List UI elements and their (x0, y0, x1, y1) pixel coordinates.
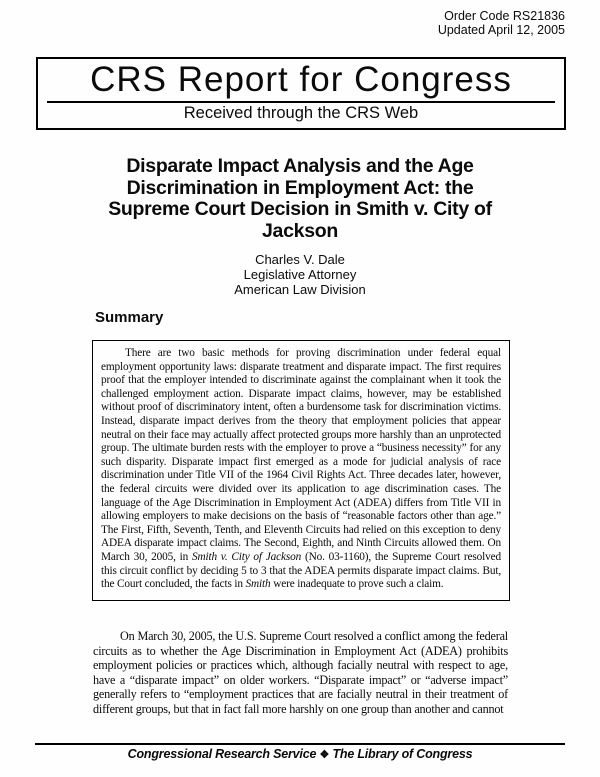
diamond-icon: ❖ (319, 749, 330, 761)
author-block (0, 252, 600, 297)
masthead-title: CRS Report for Congress (90, 60, 512, 99)
footer-text (35, 747, 565, 761)
report-title (0, 156, 600, 242)
updated-date: Updated April 12, 2005 (437, 23, 565, 37)
summary-box (92, 340, 510, 601)
masthead-subtitle: Received through the CRS Web (183, 104, 419, 122)
masthead-box (36, 57, 566, 130)
report-title-line: Discrimination in Employment Act: the (126, 176, 474, 199)
author-name: Charles V. Dale (255, 252, 345, 267)
page-footer (35, 743, 565, 761)
footer-service: Congressional Research Service (127, 747, 317, 761)
author-division: American Law Division (234, 282, 366, 297)
order-code: Order Code RS21836 (444, 9, 565, 23)
report-title-line: Supreme Court Decision in Smith v. City of (108, 198, 492, 220)
body-paragraph: On March 30, 2005, the U.S. Supreme Court resolved a conflict among the federal circuits as to whether the Age Discrimination in Employment Act (ADEA) prohibits employment policies or practices which, although facially neutral with respect to age, have a “disparate impact” on older workers. “Disparate impact” or “adverse impact” generally refers to “employment practices that are facially neutral in their treatment of different groups, but that in fact fall more harshly on one group than another and cannot (93, 629, 508, 716)
summary-heading: Summary (95, 309, 164, 326)
summary-text-run: (No. 03-1160), the Supreme Court resolved this circuit conflict by deciding 5 to 3 that the ADEA permits disparate impact claims. But, the Court concluded, the facts in (101, 550, 501, 591)
report-title-line: Disparate Impact Analysis and the Age (126, 155, 474, 177)
summary-text-run: There are two basic methods for proving discrimination under federal equal employment opportunity laws: disparate treatment and disparate impact. The first requires proof that the employer intended to discriminate against the complainant when it took the challenged employment action. Disparate impact claims, however, may be established without proof of discriminatory intent, often a burdensome task for discrimination victims. Instead, disparate impact derives from the theory that employment policies that appear neutral on their face may actually affect protected groups more harshly than an unprotected group. The ultimate burden rests with the employer to prove a “business necessity” for any such disparity. Disparate impact first emerged as a mode for judicial analysis of race discrimination under Title VII of the 1964 Civil Rights Act. Three decades later, however, the federal circuits were divided over its application to age discrimination cases. The language of the Age Discrimination in Employment Act (ADEA) differs from Title VII in allowing employers to make decisions on the basis of “reasonable factors other than age.” The First, Fifth, Seventh, Tenth, and Eleventh Circuits had relied on this exception to deny ADEA disparate impact claims. The Second, Eighth, and Ninth Circuits allowed them. On March 30, 2005, in (101, 347, 501, 563)
summary-text-run: were inadequate to prove such a claim. (270, 578, 444, 591)
author-title: Legislative Attorney (243, 267, 357, 282)
summary-paragraph (101, 347, 501, 592)
case-name-italic: Smith v. City of Jackson (191, 550, 302, 563)
order-code-block (438, 9, 565, 37)
footer-library: The Library of Congress (332, 747, 473, 761)
report-title-line: Jackson (262, 219, 338, 242)
case-name-italic: Smith (245, 578, 271, 591)
